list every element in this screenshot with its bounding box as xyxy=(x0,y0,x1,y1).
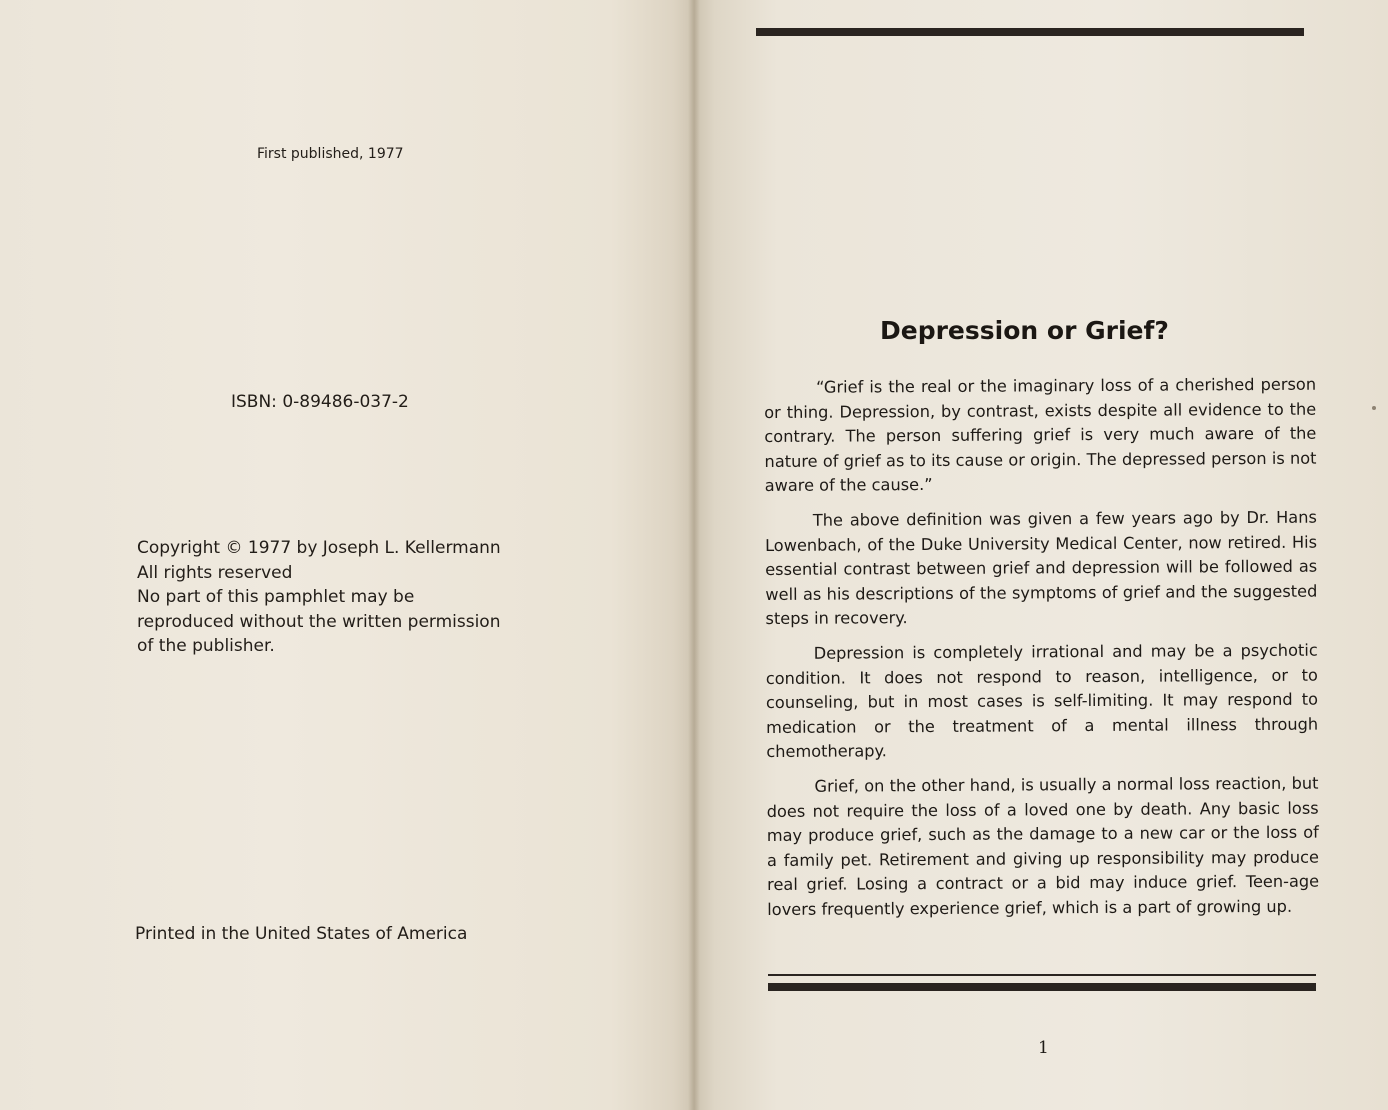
isbn-line: ISBN: 0-89486-037-2 xyxy=(231,392,409,412)
paragraph-1: “Grief is the real or the imaginary loss of a cherished person or thing. Depression, by contrast, exists despite all evidence to the contrary. The person suffering grief is very much aware of the nature of grief as to its cause or origin. The depressed person is not aware of the cause.” xyxy=(764,374,1317,496)
paragraph-2: The above definition was given a few years ago by Dr. Hans Lowenbach, of the Duke University Medical Center, now retired. His essential contrast between grief and depression will be followed as well as his descriptions of the symptoms of grief and the suggested steps in recovery. xyxy=(764,507,1318,629)
chapter-title: Depression or Grief? xyxy=(880,316,1169,345)
permission-line-2: reproduced without the written permission xyxy=(137,611,501,632)
bottom-rule-thick xyxy=(768,983,1316,991)
paragraph-3: Depression is completely irrational and may be a psychotic condition. It does not respond to reason, intelligence, or to counseling, but in most cases is self-limiting. It may respond to medication or the treatment of a mental illness through chemotherapy. xyxy=(765,640,1319,762)
permission-line-1: No part of this pamphlet may be xyxy=(137,587,415,607)
rights-line: All rights reserved xyxy=(137,562,293,583)
copyright-line: Copyright © 1977 by Joseph L. Kellermann xyxy=(137,538,501,558)
copyright-block xyxy=(137,536,537,659)
page-number: 1 xyxy=(1038,1038,1049,1058)
book-gutter xyxy=(688,0,700,1110)
bottom-rule-thin xyxy=(768,974,1316,976)
body-text xyxy=(764,373,1319,933)
first-published-line: First published, 1977 xyxy=(257,146,404,162)
paper-speck xyxy=(1372,406,1376,410)
top-rule xyxy=(756,28,1304,36)
paragraph-4: Grief, on the other hand, is usually a normal loss reaction, but does not require the loss of a loved one by death. Any basic loss may produce grief, such as the damage to a new car or the loss of a family pet. Retirement and giving up responsibility may produce real grief. Losing a contract or a bid may induce grief. Teen-age lovers frequently experience grief, which is a part of growing up. xyxy=(766,773,1320,919)
permission-line-3: of the publisher. xyxy=(137,636,275,656)
printed-in-line: Printed in the United States of America xyxy=(135,924,468,944)
